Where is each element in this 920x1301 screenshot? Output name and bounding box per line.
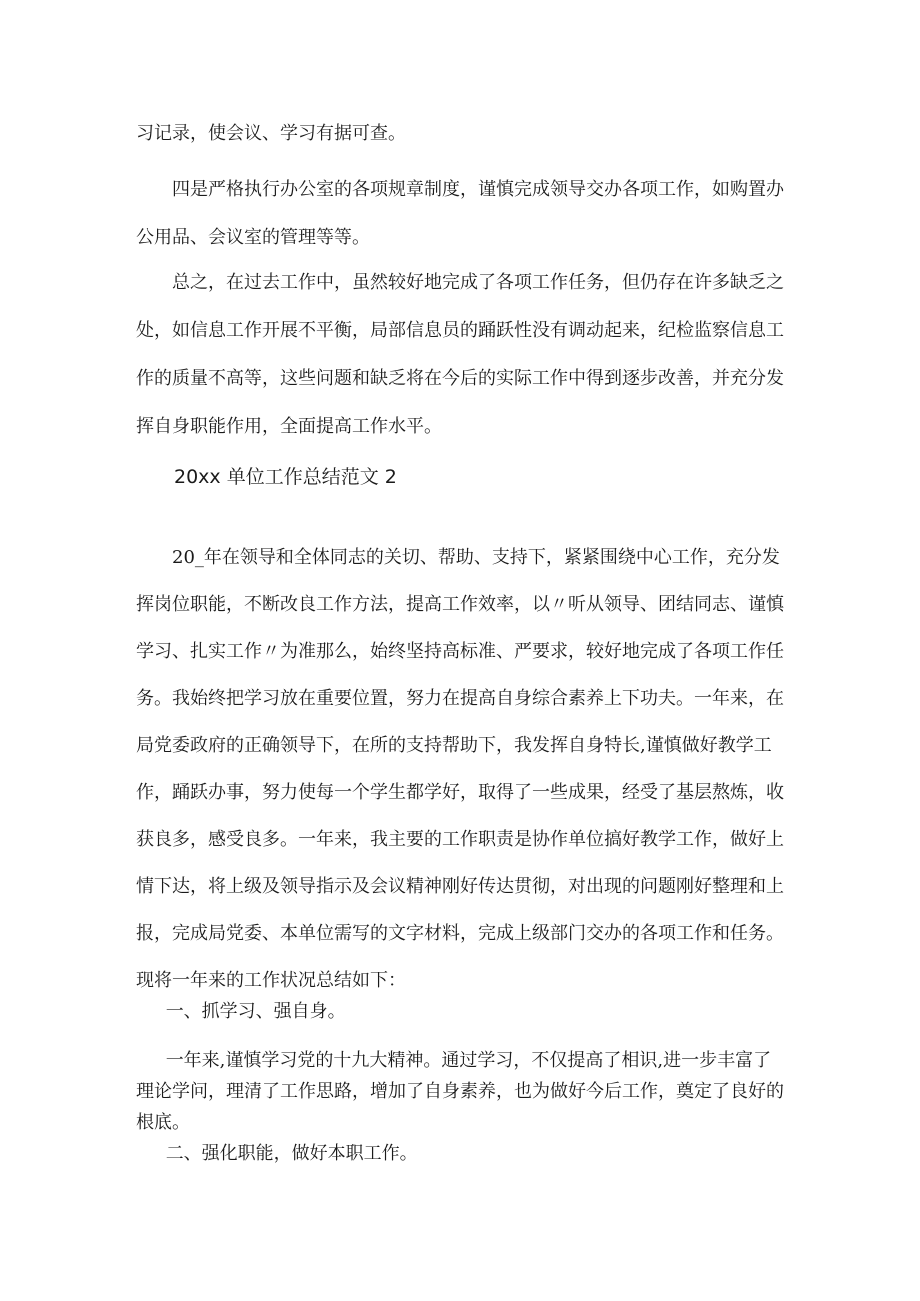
- paragraph-summary: 总之，在过去工作中，虽然较好地完成了各项工作任务，但仍存在许多缺乏之处，如信息工作开展不平衡，局部信息员的踊跃性没有调动起来，纪检监察信息工作的质量不高等，这些问题和缺乏将在今后的实际工作中得到逐步改善，并充分发挥自身职能作用，全面提高工作水平。: [136, 272, 784, 437]
- paragraph-intro: 20_年在领导和全体同志的关切、帮助、支持下，紧紧围绕中心工作，充分发挥岗位职能，不断改良工作方法，提高工作效率，以〃听从领导、团结同志、谨慎学习、扎实工作〃为准那么，始终坚持高标准、严要求，较好地完成了各项工作任务。我始终把学习放在重要位置，努力在提高自身综合素养上下功夫。一年来，在局党委政府的正确领导下，在所的支持帮助下，我发挥自身特长,谨慎做好教学工作，踊跃办事，努力使每一个学生都学好，取得了一些成果，经受了基层熬炼，收获良多，感受良多。一年来，我主要的工作职责是协作单位搞好教学工作，做好上情下达，将上级及领导指示及会议精神刚好传达贯彻，对出现的问题刚好整理和上报，完成局党委、本单位需写的文字材料，完成上级部门交办的各项工作和任务。现将一年来的工作状况总结如下：: [136, 547, 784, 991]
- section-title: 20xx 单位工作总结范文 2: [174, 466, 397, 488]
- paragraph-continuation: 习记录，使会议、学习有据可查。: [136, 123, 406, 144]
- paragraph-office-rules: 四是严格执行办公室的各项规章制度，谨慎完成领导交办各项工作，如购置办公用品、会议室的管理等等。: [136, 179, 784, 248]
- paragraph-study: 一年来,谨慎学习党的十九大精神。通过学习，不仅提高了相识,进一步丰富了理论学问，理清了工作思路，增加了自身素养，也为做好今后工作，奠定了良好的根底。: [136, 1050, 784, 1133]
- subheading-duties: 二、强化职能，做好本职工作。: [165, 1143, 418, 1164]
- subheading-study: 一、抓学习、强自身。: [165, 1001, 346, 1022]
